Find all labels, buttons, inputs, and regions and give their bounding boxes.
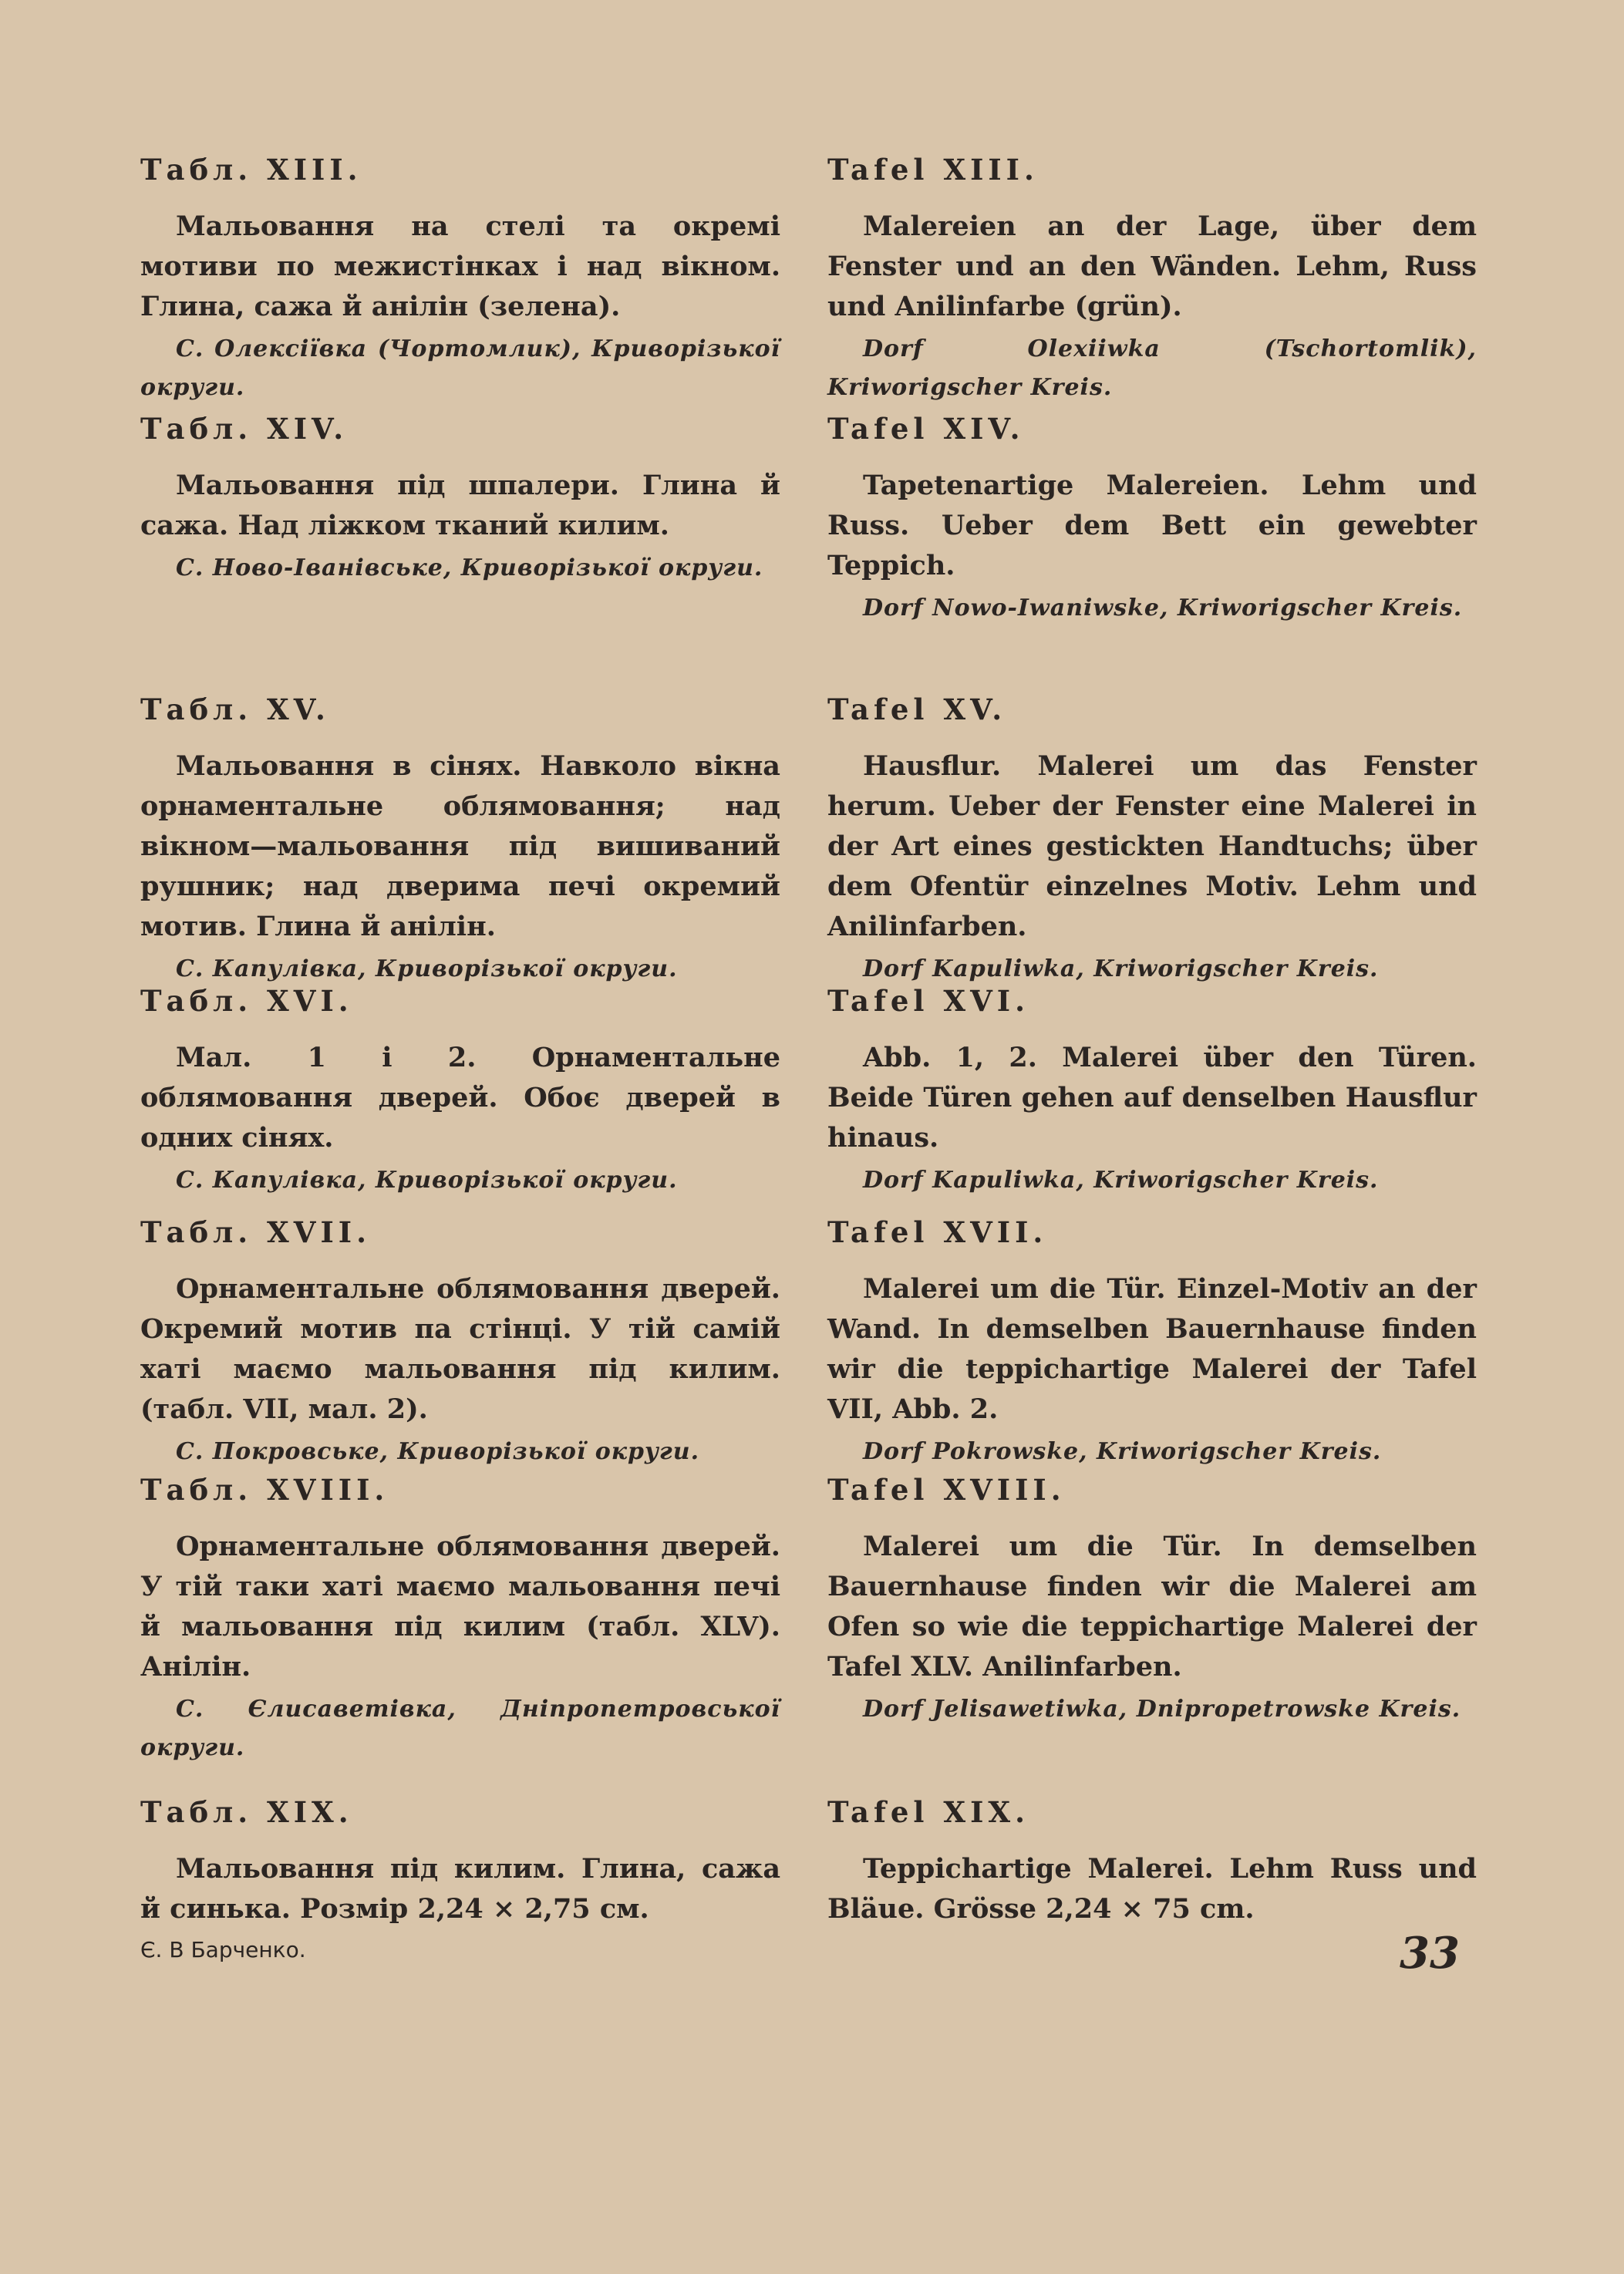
plate-entry: [140, 985, 780, 1200]
plate-location: С. Покровське, Криворізької округи.: [176, 1438, 700, 1465]
plate-location: С. Капулівка, Криворізької округи.: [176, 1167, 678, 1194]
plate-location: С. Капулівка, Криворізької округи.: [176, 955, 678, 982]
plate-location: Dorf Nowo-Iwaniwske, Kriworigscher Kreis.: [863, 595, 1463, 622]
plate-location: Dorf Pokrowske, Kriworigscher Kreis.: [863, 1438, 1382, 1465]
plate-entry: [827, 1797, 1477, 1929]
plate-entry: [140, 694, 780, 989]
plate-heading: Tafel XV.: [827, 692, 1007, 726]
plate-location: Dorf Kapuliwka, Kriworigscher Kreis.: [863, 955, 1379, 982]
plate-description: Abb. 1, 2. Malerei über den Türen. Beide Türen gehen auf denselben Hausflur hinaus.: [827, 1042, 1477, 1154]
plate-description: Malereien an der Lage, über dem Fenster und an den Wänden. Lehm, Russ und Anilinfarbe (grün).: [827, 211, 1477, 322]
plate-heading: Табл. XV.: [140, 692, 330, 726]
plate-location: С. Олексіївка (Чортомлик), Криворізької округи.: [140, 335, 780, 401]
plate-description: Malerei um die Tür. Einzel-Motiv an der Wand. In demselben Bauernhause finden wir die teppichartige Malerei der Tafel VII, Abb. 2.: [827, 1273, 1477, 1425]
plate-description: Мальовання на стелі та окремі мотиви по межистінках і над вікном. Глина, сажа й анілін (зелена).: [140, 211, 780, 322]
plate-description: Malerei um die Tür. In demselben Bauernhause finden wir die Malerei am Ofen so wie die teppichartige Malerei der Tafel XLV. Anilinfarben.: [827, 1531, 1477, 1683]
plate-description: Мальовання під килим. Глина, сажа й синька. Розмір 2,24 × 2,75 см.: [140, 1853, 780, 1925]
plate-entry: [140, 154, 780, 407]
plate-location: С. Ново-Іванівське, Криворізької округи.: [176, 554, 763, 581]
plate-heading: Tafel XIX.: [827, 1795, 1029, 1829]
plate-entry: [827, 694, 1477, 989]
plate-description: Орнаментальне облямовання дверей. У тій таки хаті маємо мальовання печі й мальовання під килим (табл. XLV). Анілін.: [140, 1531, 780, 1683]
plate-entry: [140, 1797, 780, 1929]
plate-entry: [140, 1217, 780, 1471]
plate-entry: [827, 154, 1477, 407]
plate-location: Dorf Kapuliwka, Kriworigscher Kreis.: [863, 1167, 1379, 1194]
plate-heading: Tafel XVII.: [827, 1215, 1048, 1249]
plate-description: Мальовання в сінях. Навколо вікна орнаментальне облямовання; над вікном—мальовання під вишиваний рушник; над дверима печі окремий мотив. Глина й анілін.: [140, 750, 780, 942]
plate-location: Dorf Olexiiwka (Tschortomlik), Kriworigscher Kreis.: [827, 335, 1477, 401]
plate-heading: Tafel XVIII.: [827, 1473, 1066, 1507]
plate-heading: Табл. XVI.: [140, 984, 353, 1018]
plate-heading: Tafel XIV.: [827, 412, 1025, 446]
plate-heading: Tafel XIII.: [827, 153, 1039, 187]
plate-entry: [827, 413, 1477, 628]
plate-description: Мальовання під шпалери. Глина й сажа. Над ліжком тканий килим.: [140, 470, 780, 541]
plate-entry: [140, 1474, 780, 1767]
plate-entry: [827, 985, 1477, 1200]
plate-heading: Табл. XVII.: [140, 1215, 371, 1249]
plate-heading: Табл. XIII.: [140, 153, 362, 187]
footer-author: Є. В Барченко.: [140, 1937, 306, 1962]
plate-description: Мал. 1 і 2. Орнаментальне облямовання дверей. Обоє дверей в одних сінях.: [140, 1042, 780, 1154]
plate-entry: [140, 413, 780, 588]
plate-location: Dorf Jelisawetiwka, Dnipropetrowske Kreis.: [863, 1696, 1461, 1723]
plate-heading: Табл. XIX.: [140, 1795, 353, 1829]
plate-description: Tapetenartige Malereien. Lehm und Russ. Ueber dem Bett ein gewebter Teppich.: [827, 470, 1477, 581]
plate-heading: Табл. XIV.: [140, 412, 349, 446]
plate-heading: Табл. XVIII.: [140, 1473, 389, 1507]
plate-heading: Tafel XVI.: [827, 984, 1029, 1018]
page-number: 33: [1400, 1928, 1460, 1979]
plate-entry: [827, 1217, 1477, 1471]
plate-description: Hausflur. Malerei um das Fenster herum. Ueber der Fenster eine Malerei in der Art eines gestickten Handtuchs; über dem Ofentür einzelnes Motiv. Lehm und Anilinfarben.: [827, 750, 1477, 942]
plate-description: Teppichartige Malerei. Lehm Russ und Bläue. Grösse 2,24 × 75 cm.: [827, 1853, 1477, 1925]
plate-location: С. Єлисаветівка, Дніпропетровської округи.: [140, 1696, 780, 1761]
plate-entry: [827, 1474, 1477, 1729]
plate-description: Орнаментальне облямовання дверей. Окремий мотив па стінці. У тій самій хаті маємо мальовання під килим. (табл. VII, мал. 2).: [140, 1273, 780, 1425]
